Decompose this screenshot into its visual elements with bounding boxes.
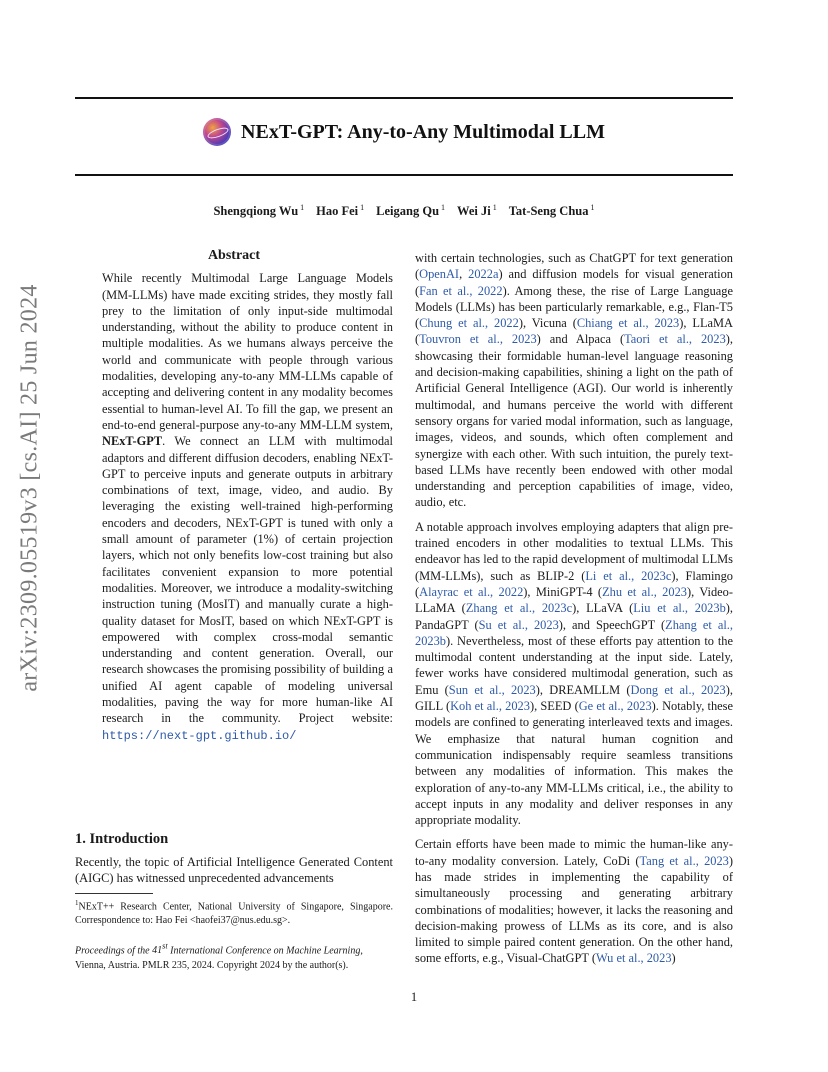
paragraph-text: , xyxy=(459,267,469,282)
paragraph-text: ), LLaVA ( xyxy=(572,601,634,616)
citation-link[interactable]: Wu et al., 2023 xyxy=(595,951,672,966)
paragraph-text: ), LLaMA ( xyxy=(415,316,733,347)
title-top-rule xyxy=(75,97,733,99)
citation-link[interactable]: Zhang et al., 2023b xyxy=(415,617,733,648)
introduction-heading: 1. Introduction xyxy=(75,831,169,847)
citation-link[interactable]: 2022a xyxy=(468,267,499,282)
citation-link[interactable]: Zhang et al., 2023c xyxy=(465,601,573,616)
abstract-body xyxy=(102,270,393,744)
citation-link[interactable]: Chung et al., 2022 xyxy=(419,316,519,331)
author-affiliation-mark: 1 xyxy=(590,203,595,212)
author-name: Shengqiong Wu $^1$ xyxy=(213,203,305,219)
footnote-rule xyxy=(75,893,153,894)
paragraph-text: A notable approach involves employing adapters that align pre-trained encoders in other modalities to textual LLMs. This endeavor has led to the rapid development of multimodal LLMs (MM-LLMs), such as BLIP-2 ( xyxy=(415,519,733,583)
paragraph-text: ), GILL ( xyxy=(415,682,733,714)
paragraph-text: ), Video-LLaMA ( xyxy=(415,584,733,616)
paragraph-text: ). Among these, the rise of Large Language Models (LLMs) has been particularly remarkable, e.g., Flan-T5 ( xyxy=(415,283,733,331)
citation-link[interactable]: Su et al., 2023 xyxy=(478,617,559,632)
left-column xyxy=(75,248,393,744)
author-affiliation-mark: 1 xyxy=(300,203,305,212)
paragraph-text: ) has made strides in implementing the capability of simultaneously processing and generating arbitrary combinations of modalities; however, it lacks the reasoning and decision-making prowess of LLMs as its core, and is also limited to simple paired content generation. On the other hand, some efforts, e.g., Visual-ChatGPT ( xyxy=(415,853,734,966)
paragraph-text: ), and SpeechGPT ( xyxy=(558,617,666,632)
paragraph-text: with certain technologies, such as ChatGPT for text generation ( xyxy=(415,251,733,282)
citation-link[interactable]: Touvron et al., 2023 xyxy=(419,332,537,347)
planet-logo-icon xyxy=(203,118,231,146)
paragraph-text: ), PandaGPT ( xyxy=(415,601,734,632)
page-number: 1 xyxy=(410,990,418,1004)
title-bottom-rule xyxy=(75,174,733,176)
abstract-bold-term: NExT-GPT xyxy=(102,434,163,449)
paper-title: NExT-GPT: Any-to-Any Multimodal LLM xyxy=(241,120,605,143)
right-paragraph-3 xyxy=(415,836,733,966)
citation-link[interactable]: Sun et al., 2023 xyxy=(448,682,536,697)
introduction-section xyxy=(75,831,393,887)
proceedings-note: Proceedings of the 41st International Conference on Machine Learning, Vienna, Austria. PMLR 235, 2024. Copyright 2024 by the author(s). xyxy=(75,942,363,971)
project-website-link[interactable]: https://next-gpt.github.io/ xyxy=(102,728,297,743)
arxiv-identifier xyxy=(5,284,55,692)
citation-link[interactable]: Zhu et al., 2023 xyxy=(602,584,687,599)
author-affiliation-mark: 1 xyxy=(441,203,446,212)
paragraph-text: ). Notably, these models are confined to generating interleaved texts and images. We emphasize that natural human cognition and communication indispensably require seamless transitions between any modalities of information. This makes the exploration of any-to-any MM-LLMs critical, i.e., the ability to accept inputs in any modality and deliver responses in any appropriate modality. xyxy=(415,699,733,828)
citation-link[interactable]: OpenAI xyxy=(419,267,460,282)
citation-link[interactable]: Tang et al., 2023 xyxy=(639,853,729,868)
author-name: Leigang Qu $^1$ xyxy=(376,203,446,219)
citation-link[interactable]: Koh et al., 2023 xyxy=(450,699,530,714)
abstract-heading: Abstract xyxy=(207,248,261,263)
paragraph-text: ), Flamingo ( xyxy=(415,568,733,599)
right-column xyxy=(415,250,733,975)
introduction-text: Recently, the topic of Artificial Intelligence Generated Content (AIGC) has witnessed unprecedented advancements xyxy=(75,855,393,886)
author-affiliation-mark: 1 xyxy=(360,203,365,212)
right-paragraph-1 xyxy=(415,250,733,511)
paragraph-text: ), SEED ( xyxy=(529,699,579,714)
citation-link[interactable]: Li et al., 2023c xyxy=(585,568,672,583)
citation-link[interactable]: Chiang et al., 2023 xyxy=(576,316,680,331)
right-paragraph-2 xyxy=(415,519,733,829)
title-row xyxy=(75,118,733,146)
paragraph-text: Certain efforts have been made to mimic the human-like any-to-any modality conversion. Lately, CoDi ( xyxy=(415,837,733,868)
paragraph-text: ), showcasing their formidable human-level language reasoning and decision-making capabilities, shining a light on the path of Artificial General Intelligence (AGI). Our world is inherently multimodal, and humans perceive the world with different sensory organs for varied modal information, such as language, images, videos, and sounds, which often complement and synergize with each other. With such intuition, the purely text-based LLMs have recently been endowed with other modal understanding and perception capabilities of image, video, audio, etc. xyxy=(415,332,733,510)
paragraph-text: ), MiniGPT-4 ( xyxy=(523,584,603,599)
paragraph-text: ) and Alpaca ( xyxy=(536,332,625,347)
footnote-text: NExT++ Research Center, National University of Singapore, Singapore. Correspondence to: Hao Fei <haofei37@nus.edu.sg>. xyxy=(75,901,393,927)
arxiv-identifier-text: arXiv:2309.05519v3 [cs.AI] 25 Jun 2024 xyxy=(16,284,43,692)
citation-link[interactable]: Alayrac et al., 2022 xyxy=(419,584,524,599)
paragraph-text: ), Vicuna ( xyxy=(518,316,577,331)
author-name: Tat-Seng Chua $^1$ xyxy=(508,203,595,219)
footnote-mark: 1 xyxy=(75,899,79,907)
author-list xyxy=(75,203,733,219)
paragraph-text: ) xyxy=(671,951,676,966)
paragraph-text: ) and diffusion models for visual generation ( xyxy=(415,267,734,298)
citation-link[interactable]: Liu et al., 2023b xyxy=(633,601,726,616)
affiliation-footnote xyxy=(75,896,393,928)
paragraph-text: ). Nevertheless, most of these efforts pay attention to the multimodal content understanding at the input side. Lately, fewer works have considered multimodal generation, such as Emu ( xyxy=(415,633,733,697)
citation-link[interactable]: Taori et al., 2023 xyxy=(624,332,726,347)
abstract-text: While recently Multimodal Large Language Models (MM-LLMs) have made exciting strides, they mostly fall prey to the limitation of only input-side multimodal understanding, without the ability to produce content in multiple modalities. As we humans always perceive the world and communicate with people through various modalities, developing any-to-any MM-LLMs capable of accepting and delivering content in any modality becomes essential to human-level AI. To fill the gap, we present an end-to-end general-purpose any-to-any MM-LLM system, NExT-GPT. We connect an LLM with multimodal adaptors and different diffusion decoders, enabling NExT-GPT to perceive inputs and generate outputs in arbitrary combinations of text, image, video, and audio. By leveraging the existing well-trained high-performing encoders and decoders, NExT-GPT is tuned with only a small amount of parameter (1%) of certain projection layers, which not only benefits low-cost training but also facilitates convenient expansion to more potential modalities. Moreover, we introduce a modality-switching instruction tuning (MosIT) and manually curate a high-quality dataset for MosIT, based on which NExT-GPT is empowered with complex cross-modal semantic understanding and content generation. Overall, our research showcases the promising possibility of building a unified AI agent capable of modeling universal modalities, paving the way for more human-like AI research in the community. Project website: https://next-gpt.github.io/ xyxy=(102,271,393,743)
citation-link[interactable]: Fan et al., 2022 xyxy=(419,283,503,298)
author-affiliation-mark: 1 xyxy=(492,203,497,212)
author-name: Wei Ji $^1$ xyxy=(457,203,497,219)
author-name: Hao Fei $^1$ xyxy=(316,203,365,219)
citation-link[interactable]: Ge et al., 2023 xyxy=(578,699,652,714)
paragraph-text: ), DREAMLLM ( xyxy=(535,682,631,697)
citation-link[interactable]: Dong et al., 2023 xyxy=(630,682,726,697)
